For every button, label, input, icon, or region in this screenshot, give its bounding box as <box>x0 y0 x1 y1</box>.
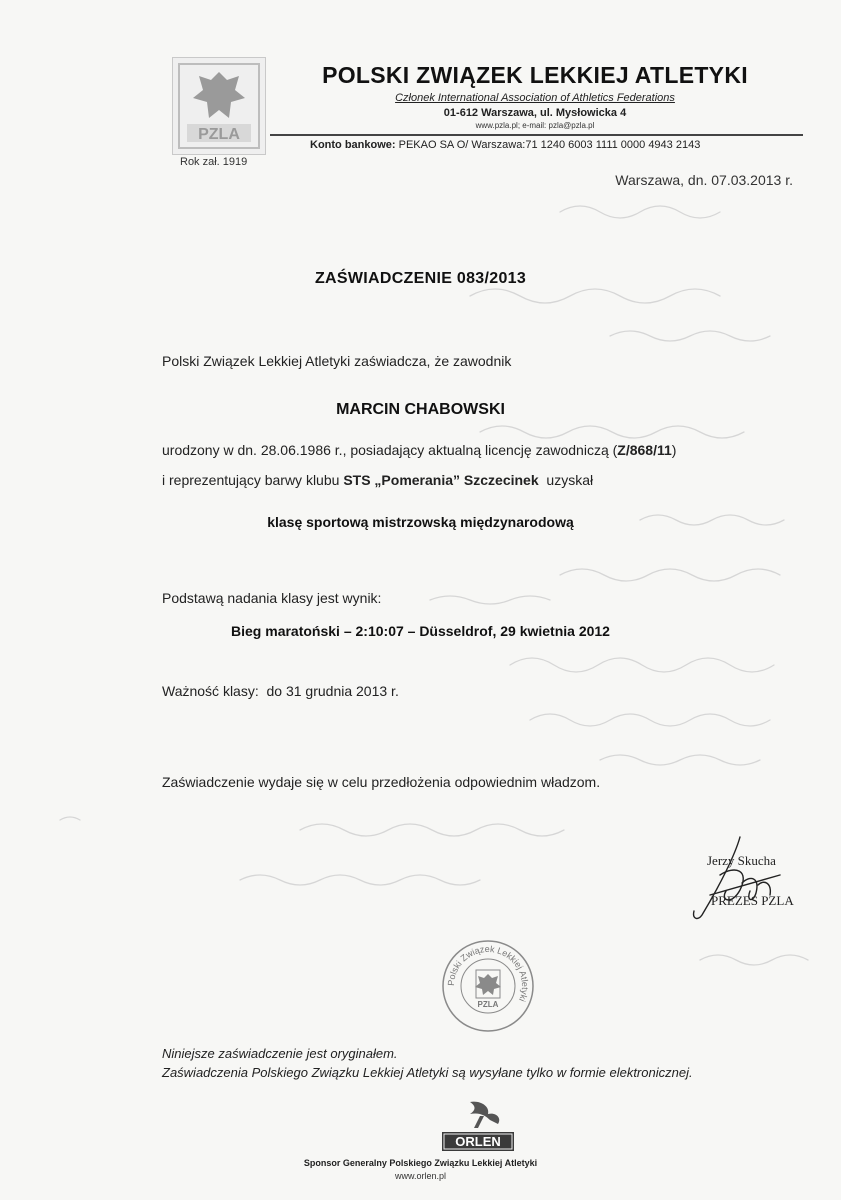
signatory-role: PREZES PZLA <box>711 893 794 908</box>
founded-year: Rok zał. 1919 <box>180 156 248 168</box>
sponsor-text: Sponsor Generalny Polskiego Związku Lekkiej Atletyki <box>303 1158 538 1168</box>
organization-contact: www.pzla.pl; e-mail: pzla@pzla.pl <box>475 121 595 130</box>
athlete-name: MARCIN CHABOWSKI <box>336 401 505 418</box>
qualifying-result: Bieg maratoński – 2:10:07 – Düsseldrof, 29 kwietnia 2012 <box>231 623 610 639</box>
logo-text: PZLA <box>198 126 240 143</box>
issue-date: Warszawa, dn. 07.03.2013 r. <box>615 172 793 188</box>
stamp-center-text: PZLA <box>477 1000 499 1009</box>
birth-prefix: urodzony w dn. 28.06.1986 r., posiadający aktualną licencję zawodniczą ( <box>162 442 618 458</box>
orlen-logo <box>440 1098 516 1154</box>
club-name: STS „Pomerania” Szczecinek <box>343 472 539 488</box>
club-suffix: uzyskał <box>538 472 594 488</box>
handwritten-signature <box>680 835 790 925</box>
bank-value: PEKAO SA O/ Warszawa:71 1240 6003 1111 0000 4943 2143 <box>398 139 701 151</box>
basis-text: Podstawą nadania klasy jest wynik: <box>162 590 382 606</box>
club-line <box>162 472 593 488</box>
purpose-text: Zaświadczenie wydaje się w celu przedłożenia odpowiednim władzom. <box>162 774 601 790</box>
official-stamp <box>440 938 536 1034</box>
header-divider <box>270 134 803 136</box>
bank-label: Konto bankowe: <box>310 139 396 151</box>
stamp-ring-text: Polski Związek Lekkiej Atletyki <box>445 943 531 1004</box>
signatory-name: Jerzy Skucha <box>707 853 776 868</box>
sponsor-website: www.orlen.pl <box>394 1171 447 1181</box>
birth-suffix: ) <box>671 442 677 458</box>
organization-name: POLSKI ZWIĄZEK LEKKIEJ ATLETYKI <box>322 62 748 88</box>
license-number: Z/868/11 <box>617 442 672 458</box>
validity-text: Ważność klasy: do 31 grudnia 2013 r. <box>162 683 399 699</box>
organization-membership: Członek International Association of Athletics Federations <box>395 92 675 104</box>
sport-class: klasę sportową mistrzowską międzynarodową <box>267 514 574 530</box>
intro-text: Polski Związek Lekkiej Atletyki zaświadcza, że zawodnik <box>162 353 512 369</box>
pzla-logo <box>172 57 266 155</box>
orlen-logo-text: ORLEN <box>455 1134 501 1149</box>
note-original: Niniejsze zaświadczenie jest oryginałem. <box>162 1046 398 1061</box>
birth-license-line <box>162 442 676 458</box>
note-electronic: Zaświadczenia Polskiego Związku Lekkiej Atletyki są wysyłane tylko w formie elektronicznej. <box>162 1065 693 1080</box>
club-prefix: i reprezentujący barwy klubu <box>162 472 344 488</box>
organization-address: 01-612 Warszawa, ul. Mysłowicka 4 <box>443 107 627 119</box>
document-title: ZAŚWIADCZENIE 083/2013 <box>314 270 527 287</box>
bank-account <box>310 139 700 151</box>
